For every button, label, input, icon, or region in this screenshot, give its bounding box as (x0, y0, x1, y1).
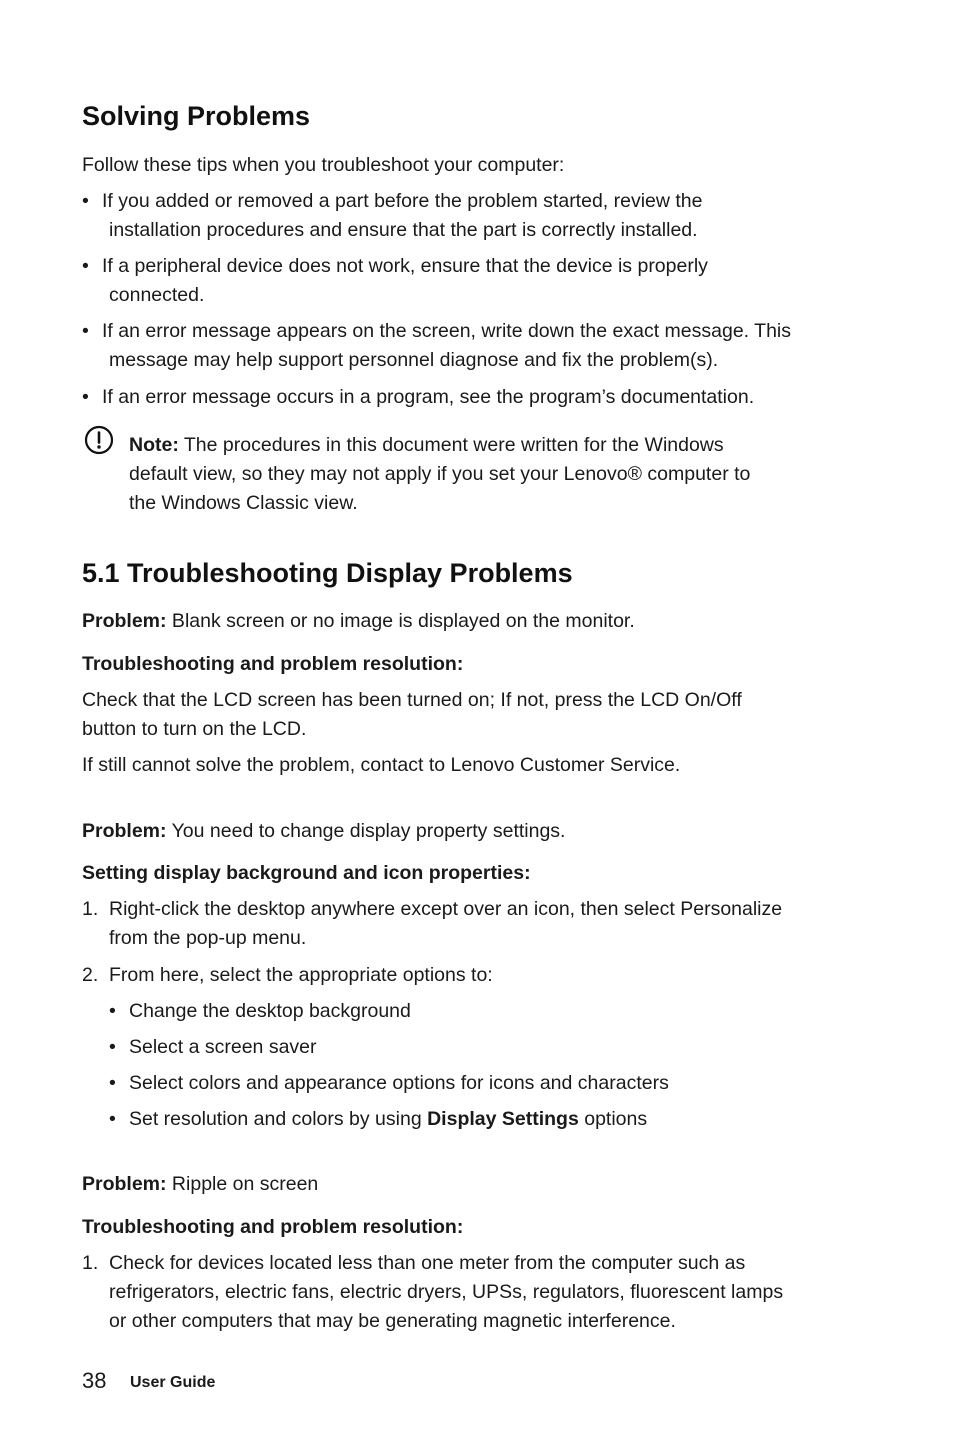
step-item: 2. From here, select the appropriate options to: (82, 961, 493, 991)
resolution-heading: Troubleshooting and problem resolution: (82, 653, 464, 675)
step-number: 2. (82, 964, 99, 986)
list-item: • If an error message occurs in a program, see the program’s documentation. (82, 383, 754, 413)
body-text: button to turn on the LCD. (82, 718, 307, 740)
problem-label: Problem: (82, 1173, 167, 1195)
intro-text: Follow these tips when you troubleshoot your computer: (82, 154, 565, 176)
body-text: Check that the LCD screen has been turned on; If not, press the LCD On/Off (82, 689, 742, 711)
list-item: • If a peripheral device does not work, ensure that the device is properly (82, 252, 708, 282)
bullet-icon: • (109, 1000, 116, 1022)
list-item: • If an error message appears on the screen, write down the exact message. This (82, 317, 791, 347)
problem-label: Problem: (82, 820, 167, 842)
list-item-continuation: message may help support personnel diagnose and fix the problem(s). (109, 349, 719, 371)
display-settings-term: Display Settings (427, 1108, 579, 1130)
bullet-icon: • (82, 320, 89, 342)
step-item: 1. Check for devices located less than one meter from the computer such as (82, 1249, 745, 1279)
note-label: Note: (129, 434, 179, 456)
step-number: 1. (82, 898, 99, 920)
footer-label: User Guide (130, 1374, 216, 1391)
note-line: the Windows Classic view. (129, 492, 358, 514)
bullet-icon: • (82, 190, 89, 212)
exclamation-icon (84, 425, 114, 455)
settings-heading: Setting display background and icon properties: (82, 862, 531, 884)
resolution-heading: Troubleshooting and problem resolution: (82, 1216, 464, 1238)
section-title-display-problems: 5.1 Troubleshooting Display Problems (82, 558, 573, 588)
step-continuation: refrigerators, electric fans, electric dryers, UPSs, regulators, fluorescent lamps (109, 1281, 784, 1303)
option-item: • Select colors and appearance options for icons and characters (109, 1069, 669, 1099)
bullet-icon: • (82, 255, 89, 277)
problem-line: Problem: Ripple on screen (82, 1173, 319, 1195)
bullet-icon: • (109, 1108, 116, 1130)
option-item: • Select a screen saver (109, 1033, 317, 1063)
body-text: If still cannot solve the problem, contact to Lenovo Customer Service. (82, 754, 681, 776)
problem-label: Problem: (82, 610, 167, 632)
step-continuation: from the pop-up menu. (109, 927, 307, 949)
step-item: 1. Right-click the desktop anywhere except over an icon, then select Personalize (82, 895, 782, 925)
section-title-solving-problems: Solving Problems (82, 101, 311, 131)
bullet-icon: • (109, 1036, 116, 1058)
step-number: 1. (82, 1252, 99, 1274)
list-item-continuation: installation procedures and ensure that the part is correctly installed. (109, 219, 698, 241)
problem-line: Problem: Blank screen or no image is displayed on the monitor. (82, 610, 635, 632)
problem-line: Problem: You need to change display property settings. (82, 820, 566, 842)
option-item: • Set resolution and colors by using Display Settings options (109, 1105, 647, 1135)
list-item-continuation: connected. (109, 284, 205, 306)
option-item: • Change the desktop background (109, 997, 411, 1027)
note-line: Note: The procedures in this document were written for the Windows (129, 434, 724, 456)
bullet-icon: • (82, 386, 89, 408)
list-item: • If you added or removed a part before the problem started, review the (82, 187, 703, 217)
note-line: default view, so they may not apply if you set your Lenovo® computer to (129, 463, 751, 485)
bullet-icon: • (109, 1072, 116, 1094)
step-continuation: or other computers that may be generating magnetic interference. (109, 1310, 676, 1332)
page-number: 38 (82, 1368, 107, 1393)
